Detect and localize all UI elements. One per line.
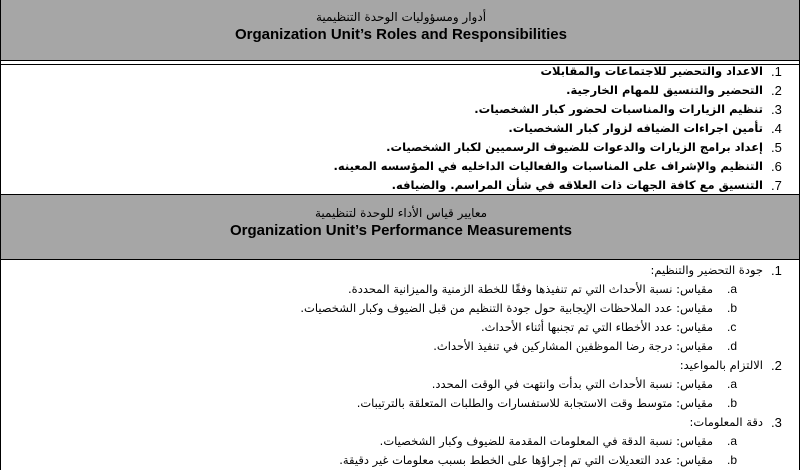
group-heading: .1 جودة التحضير والتنظيم: [650, 263, 782, 278]
section-performance-title-ar: معايير قياس الأداء للوحدة لتنظيمية [314, 206, 488, 220]
list-item: .7 التنسيق مع كافة الجهات ذات العلاقه في شأن المراسم. والضيافه. [391, 178, 782, 193]
section-performance-header [1, 194, 800, 260]
list-item: .4 تأمين اجراءات الضيافه لزوار كبار الشخصيات. [508, 121, 782, 136]
list-item: .b مقياس: عدد الملاحظات الإيجابية حول جودة التنظيم من قبل الضيوف وكبار الشخصيات. [300, 301, 738, 315]
list-item: .a مقياس: نسبة الأحداث التي تم تنفيذها وفقًا للخطة الزمنية والميزانية المحددة. [348, 282, 738, 296]
group-heading: .3 دقة المعلومات: [689, 415, 782, 430]
list-item: .5 إعداد برامج الزيارات والدعوات للضيوف الرسميين لكبار الشخصيات. [386, 140, 782, 155]
list-item: .d مقياس: درجة رضا الموظفين المشاركين في تنفيذ الأحداث. [433, 339, 738, 353]
list-item: .1 الاعداد والتحضير للاجتماعات والمقابلات [540, 64, 782, 79]
list-item: .b مقياس: عدد التعديلات التي تم إجراؤها على الخطط بسبب معلومات غير دقيقة. [339, 453, 738, 467]
roles-list [63, 62, 782, 195]
list-item: .6 التنظيم والإشراف على المناسبات والفعاليات الداخليه في المؤسسه المعينه. [333, 159, 782, 174]
list-item: .c مقياس: عدد الأخطاء التي تم تجنبها أثناء الأحداث. [480, 320, 737, 334]
section-roles-title-ar: أدوار ومسؤوليات الوحدة التنظيمية [315, 10, 487, 24]
group-heading: .2 الالتزام بالمواعيد: [679, 358, 782, 373]
section-performance-title-en: Organization Unit’s Performance Measurements [229, 222, 573, 239]
performance-list [63, 261, 782, 470]
list-item: .3 تنظيم الزيارات والمناسبات لحضور كبار الشخصيات. [474, 102, 782, 117]
section-roles-title-en: Organization Unit’s Roles and Responsibilities [235, 26, 567, 43]
list-item: .a مقياس: نسبة الأحداث التي بدأت وانتهت في الوقت المحدد. [431, 377, 738, 391]
list-item: .a مقياس: نسبة الدقة في المعلومات المقدمة للضيوف وكبار الشخصيات. [379, 434, 738, 448]
section-roles-header [1, 0, 800, 61]
list-item: .b مقياس: متوسط وقت الاستجابة للاستفسارات والطلبات المتعلقة بالترتيبات. [356, 396, 738, 410]
list-item: .2 التحضير والتنسيق للمهام الخارجية. [566, 83, 782, 98]
